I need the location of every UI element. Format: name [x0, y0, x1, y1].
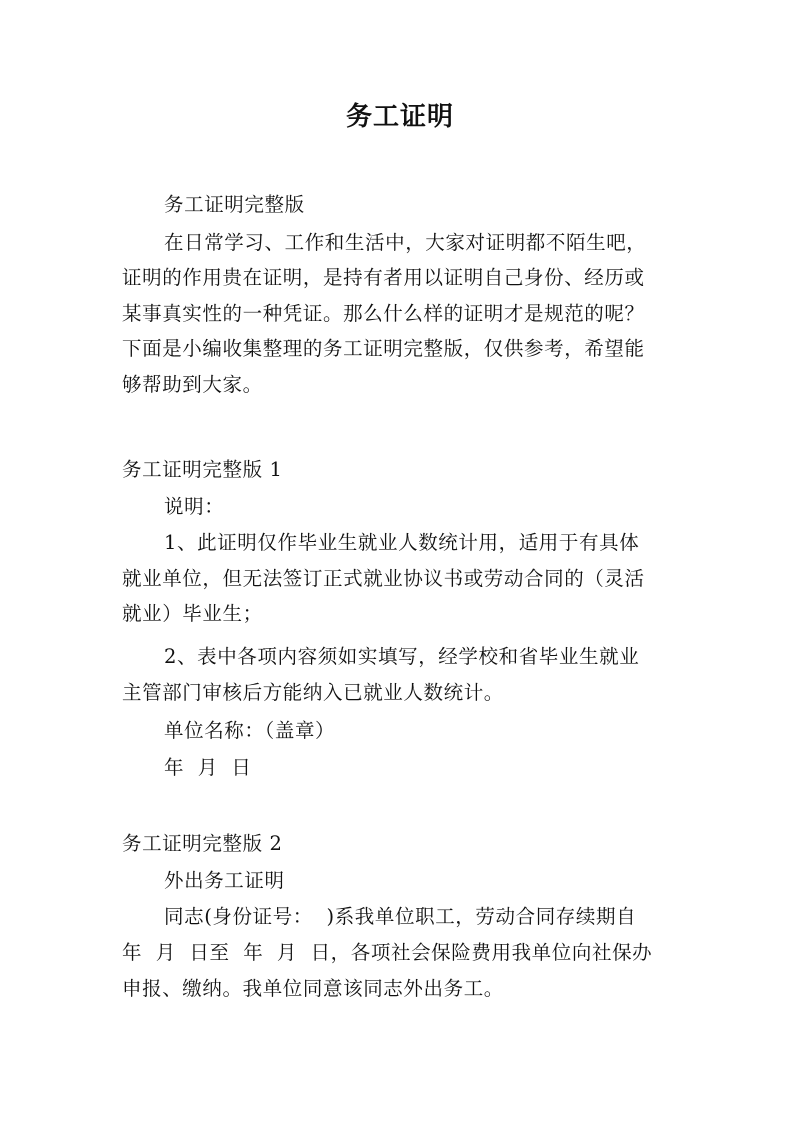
section1-item2-line-1: 2、表中各项内容须如实填写，经学校和省毕业生就业: [164, 645, 640, 668]
section1-unit-name: 单位名称：（盖章）: [164, 719, 336, 742]
intro-subtitle: 务工证明完整版: [164, 193, 305, 216]
section1-item1-line-3: 就业）毕业生；: [122, 602, 263, 625]
section2-heading: 务工证明完整版 2: [122, 832, 283, 855]
section2-body-line-3: 申报、缴纳。我单位同意该同志外出务工。: [122, 977, 504, 1000]
section1-note-label: 说明：: [164, 495, 225, 518]
section2-body-line-1: 同志(身份证号： )系我单位职工，劳动合同存续期自: [164, 905, 637, 928]
intro-line-4: 下面是小编收集整理的务工证明完整版，仅供参考，希望能: [122, 337, 645, 360]
section1-heading: 务工证明完整版 1: [122, 458, 283, 481]
section2-subheading: 外出务工证明: [164, 869, 285, 892]
section1-item2-line-2: 主管部门审核后方能纳入已就业人数统计。: [122, 681, 504, 704]
intro-line-1: 在日常学习、工作和生活中，大家对证明都不陌生吧，: [164, 231, 647, 254]
intro-line-3: 某事真实性的一种凭证。那么什么样的证明才是规范的呢？: [122, 302, 645, 325]
document-title: 务工证明: [345, 102, 454, 132]
section1-date: 年 月 日: [164, 756, 252, 779]
section1-item1-line-2: 就业单位，但无法签订正式就业协议书或劳动合同的（灵活: [122, 567, 645, 590]
intro-line-2: 证明的作用贵在证明，是持有者用以证明自己身份、经历或: [122, 266, 645, 289]
section2-body-line-2: 年 月 日至 年 月 日，各项社会保险费用我单位向社保办: [122, 941, 653, 964]
section1-item1-line-1: 1、此证明仅作毕业生就业人数统计用，适用于有具体: [164, 531, 640, 554]
intro-line-5: 够帮助到大家。: [122, 373, 263, 396]
